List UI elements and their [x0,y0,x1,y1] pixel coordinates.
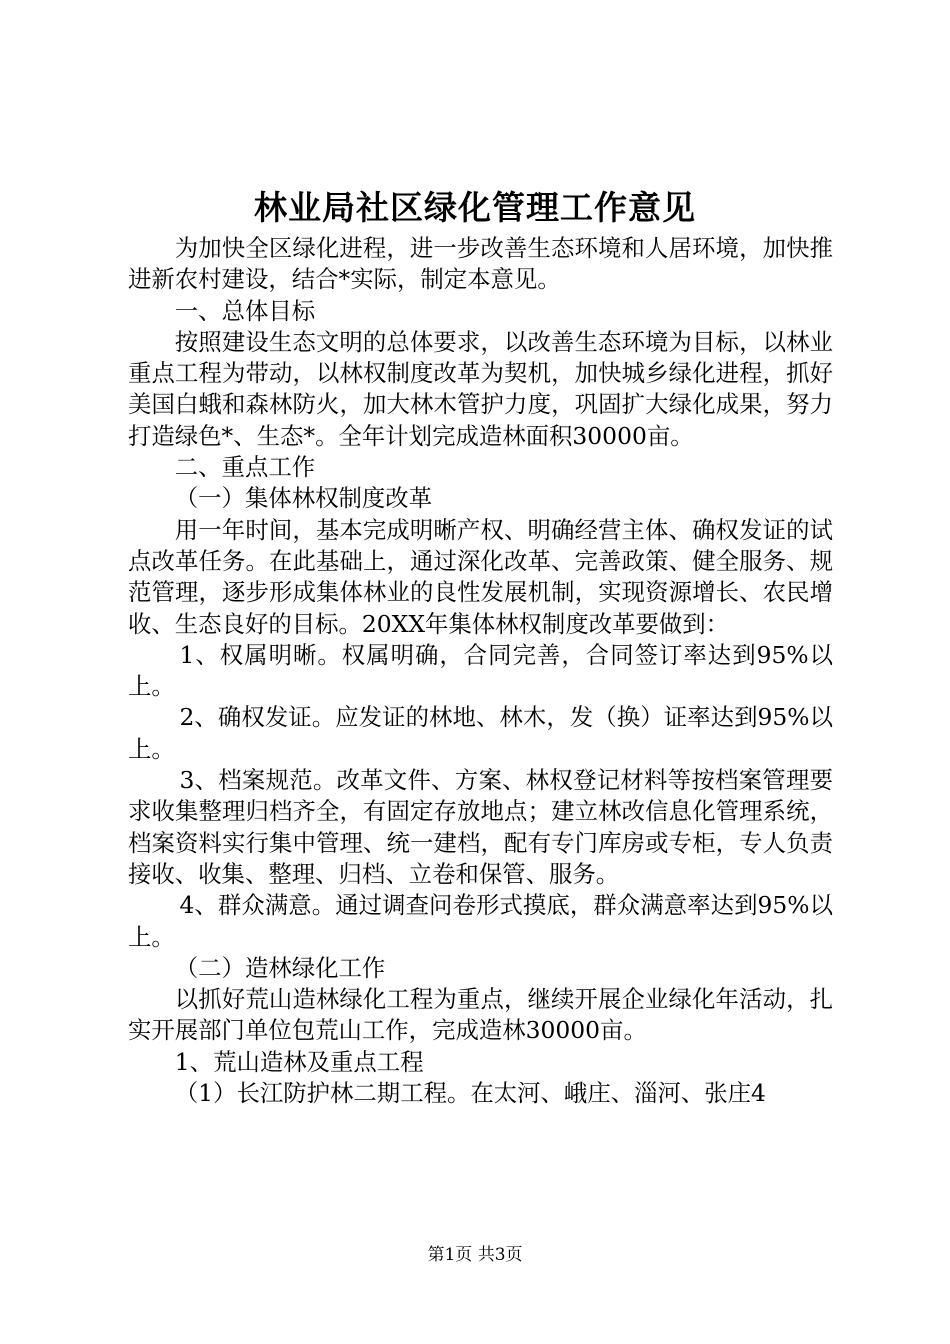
paragraph-intro: 为加快全区绿化进程，进一步改善生态环境和人居环境，加快推进新农村建设，结合*实际，制定本意见。 [128,234,833,294]
document-body [128,233,833,1109]
paragraph-yangtze-shelterbelt: （1）长江防护林二期工程。在太河、峨庄、淄河、张庄4 [174,1079,766,1108]
section-heading-key-work: 二、重点工作 [174,453,316,482]
document-title: 林业局社区绿化管理工作意见 [254,188,696,227]
subsection-heading-afforestation: （二）造林绿化工作 [174,953,386,982]
list-item-archives: 3、档案规范。改革文件、方案、林权登记材料等按档案管理要求收集整理归档齐全，有固定存放地点；建立林改信息化管理系统，档案资料实行集中管理、统一建档，配有专门库房或专柜，专人负责接收、收集、整理、归档、立卷和保管、服务。 [128,766,833,888]
paragraph-overall-goal: 按照建设生态文明的总体要求，以改善生态环境为目标，以林业重点工程为带动，以林权制度改革为契机，加快城乡绿化进程，抓好美国白蛾和森林防火，加大林木管护力度，巩固扩大绿化成果，努力打造绿色*、生态*。全年计划完成造林面积30000亩。 [128,327,833,450]
subsection-heading-forest-rights-reform: （一）集体林权制度改革 [174,484,433,513]
page-footer: 第1页 共3页 [427,1245,523,1265]
subheading-barren-mountain-afforestation: 1、荒山造林及重点工程 [174,1047,424,1076]
paragraph-afforestation: 以抓好荒山造林绿化工程为重点，继续开展企业绿化年活动，扎实开展部门单位包荒山工作，完成造林30000亩。 [128,985,833,1045]
list-item-satisfaction: 4、群众满意。通过调查问卷形式摸底，群众满意率达到95%以上。 [128,891,833,951]
paragraph-forest-rights-reform: 用一年时间，基本完成明晰产权、明确经营主体、确权发证的试点改革任务。在此基础上，通过深化改革、完善政策、健全服务、规范管理，逐步形成集体林业的良性发展机制，实现资源增长、农民增收、生态良好的目标。20XX年集体林权制度改革要做到： [128,515,833,638]
list-item-certification: 2、确权发证。应发证的林地、林木，发（换）证率达到95%以上。 [128,703,833,763]
section-heading-overall-goal: 一、总体目标 [174,296,316,325]
list-item-ownership: 1、权属明晰。权属明确，合同完善，合同签订率达到95%以上。 [128,640,833,701]
